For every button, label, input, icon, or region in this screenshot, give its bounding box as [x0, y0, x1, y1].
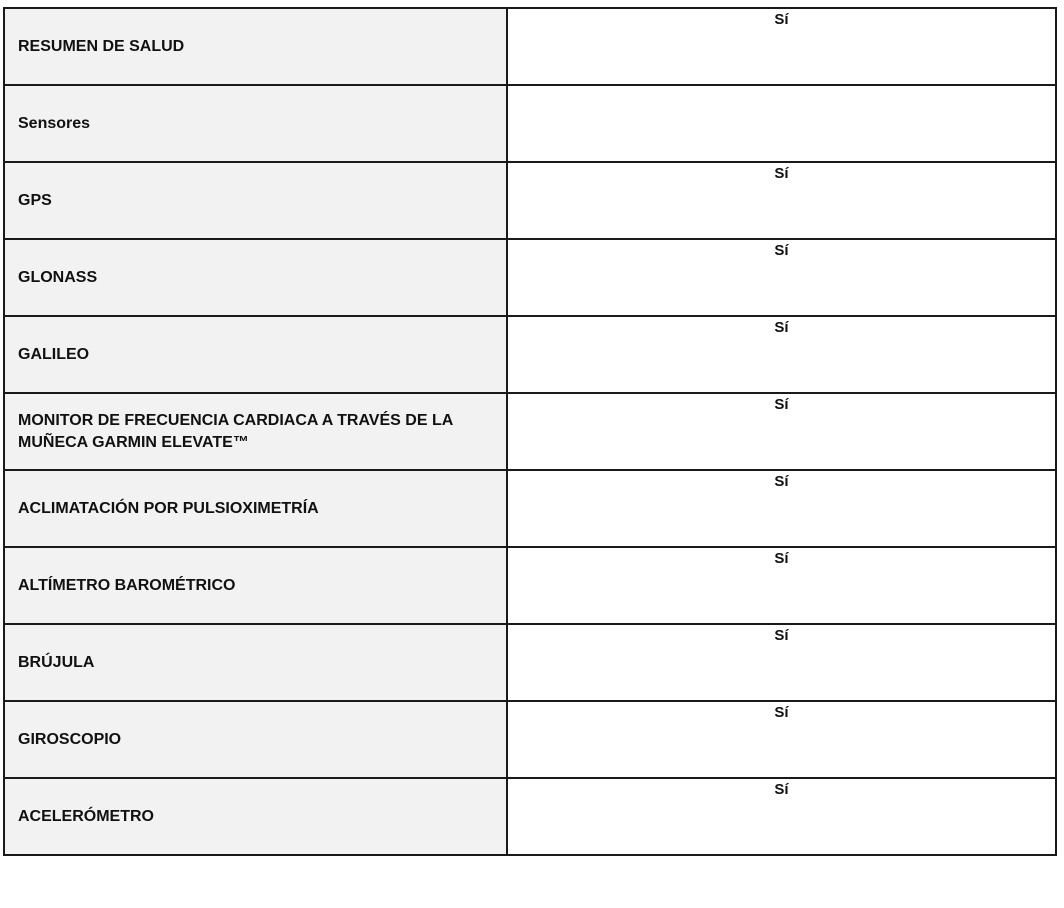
label-cell — [4, 470, 507, 547]
row-label: GPS — [18, 191, 52, 209]
label-cell — [4, 316, 507, 393]
value-cell — [507, 239, 1056, 316]
row-value: Sí — [774, 396, 789, 413]
row-label: ALTÍMETRO BAROMÉTRICO — [18, 576, 236, 594]
row-value — [508, 86, 1055, 88]
label-cell — [4, 778, 507, 855]
row-value: Sí — [774, 781, 789, 798]
table-row-sensors — [4, 85, 1056, 162]
value-cell — [507, 8, 1056, 85]
table-row-health-summary — [4, 8, 1056, 85]
row-value: Sí — [774, 627, 789, 644]
value-cell — [507, 547, 1056, 624]
label-cell — [4, 701, 507, 778]
value-cell — [507, 701, 1056, 778]
table-row-heart-rate-monitor — [4, 393, 1056, 470]
row-value: Sí — [774, 704, 789, 721]
label-cell — [4, 547, 507, 624]
label-cell — [4, 239, 507, 316]
value-cell — [507, 624, 1056, 701]
value-cell — [507, 85, 1056, 162]
value-cell — [507, 778, 1056, 855]
specifications-table — [3, 7, 1057, 856]
value-cell — [507, 393, 1056, 470]
table-row-compass — [4, 624, 1056, 701]
row-value: Sí — [774, 473, 789, 490]
row-label: GALILEO — [18, 345, 90, 363]
label-cell — [4, 393, 507, 470]
table-row-barometric-altimeter — [4, 547, 1056, 624]
table-row-pulse-ox — [4, 470, 1056, 547]
label-cell — [4, 624, 507, 701]
table-row-gyroscope — [4, 701, 1056, 778]
value-cell — [507, 316, 1056, 393]
label-cell — [4, 162, 507, 239]
row-label: MONITOR DE FRECUENCIA CARDIACA A TRAVÉS DE LA MUÑECA GARMIN ELEVATE™ — [18, 411, 453, 451]
value-cell — [507, 162, 1056, 239]
row-label: GIROSCOPIO — [18, 730, 122, 748]
table-row-accelerometer — [4, 778, 1056, 855]
table-row-gps — [4, 162, 1056, 239]
row-label: RESUMEN DE SALUD — [18, 37, 185, 55]
table-row-glonass — [4, 239, 1056, 316]
row-label: GLONASS — [18, 268, 98, 286]
table-row-galileo — [4, 316, 1056, 393]
row-value: Sí — [774, 165, 789, 182]
label-cell — [4, 85, 507, 162]
label-cell — [4, 8, 507, 85]
row-value: Sí — [774, 11, 789, 28]
row-label: ACLIMATACIÓN POR PULSIOXIMETRÍA — [18, 499, 319, 517]
row-value: Sí — [774, 550, 789, 567]
row-label: Sensores — [18, 114, 91, 132]
value-cell — [507, 470, 1056, 547]
row-value: Sí — [774, 242, 789, 259]
row-label: BRÚJULA — [18, 653, 95, 671]
row-label: ACELERÓMETRO — [18, 807, 154, 825]
row-value: Sí — [774, 319, 789, 336]
